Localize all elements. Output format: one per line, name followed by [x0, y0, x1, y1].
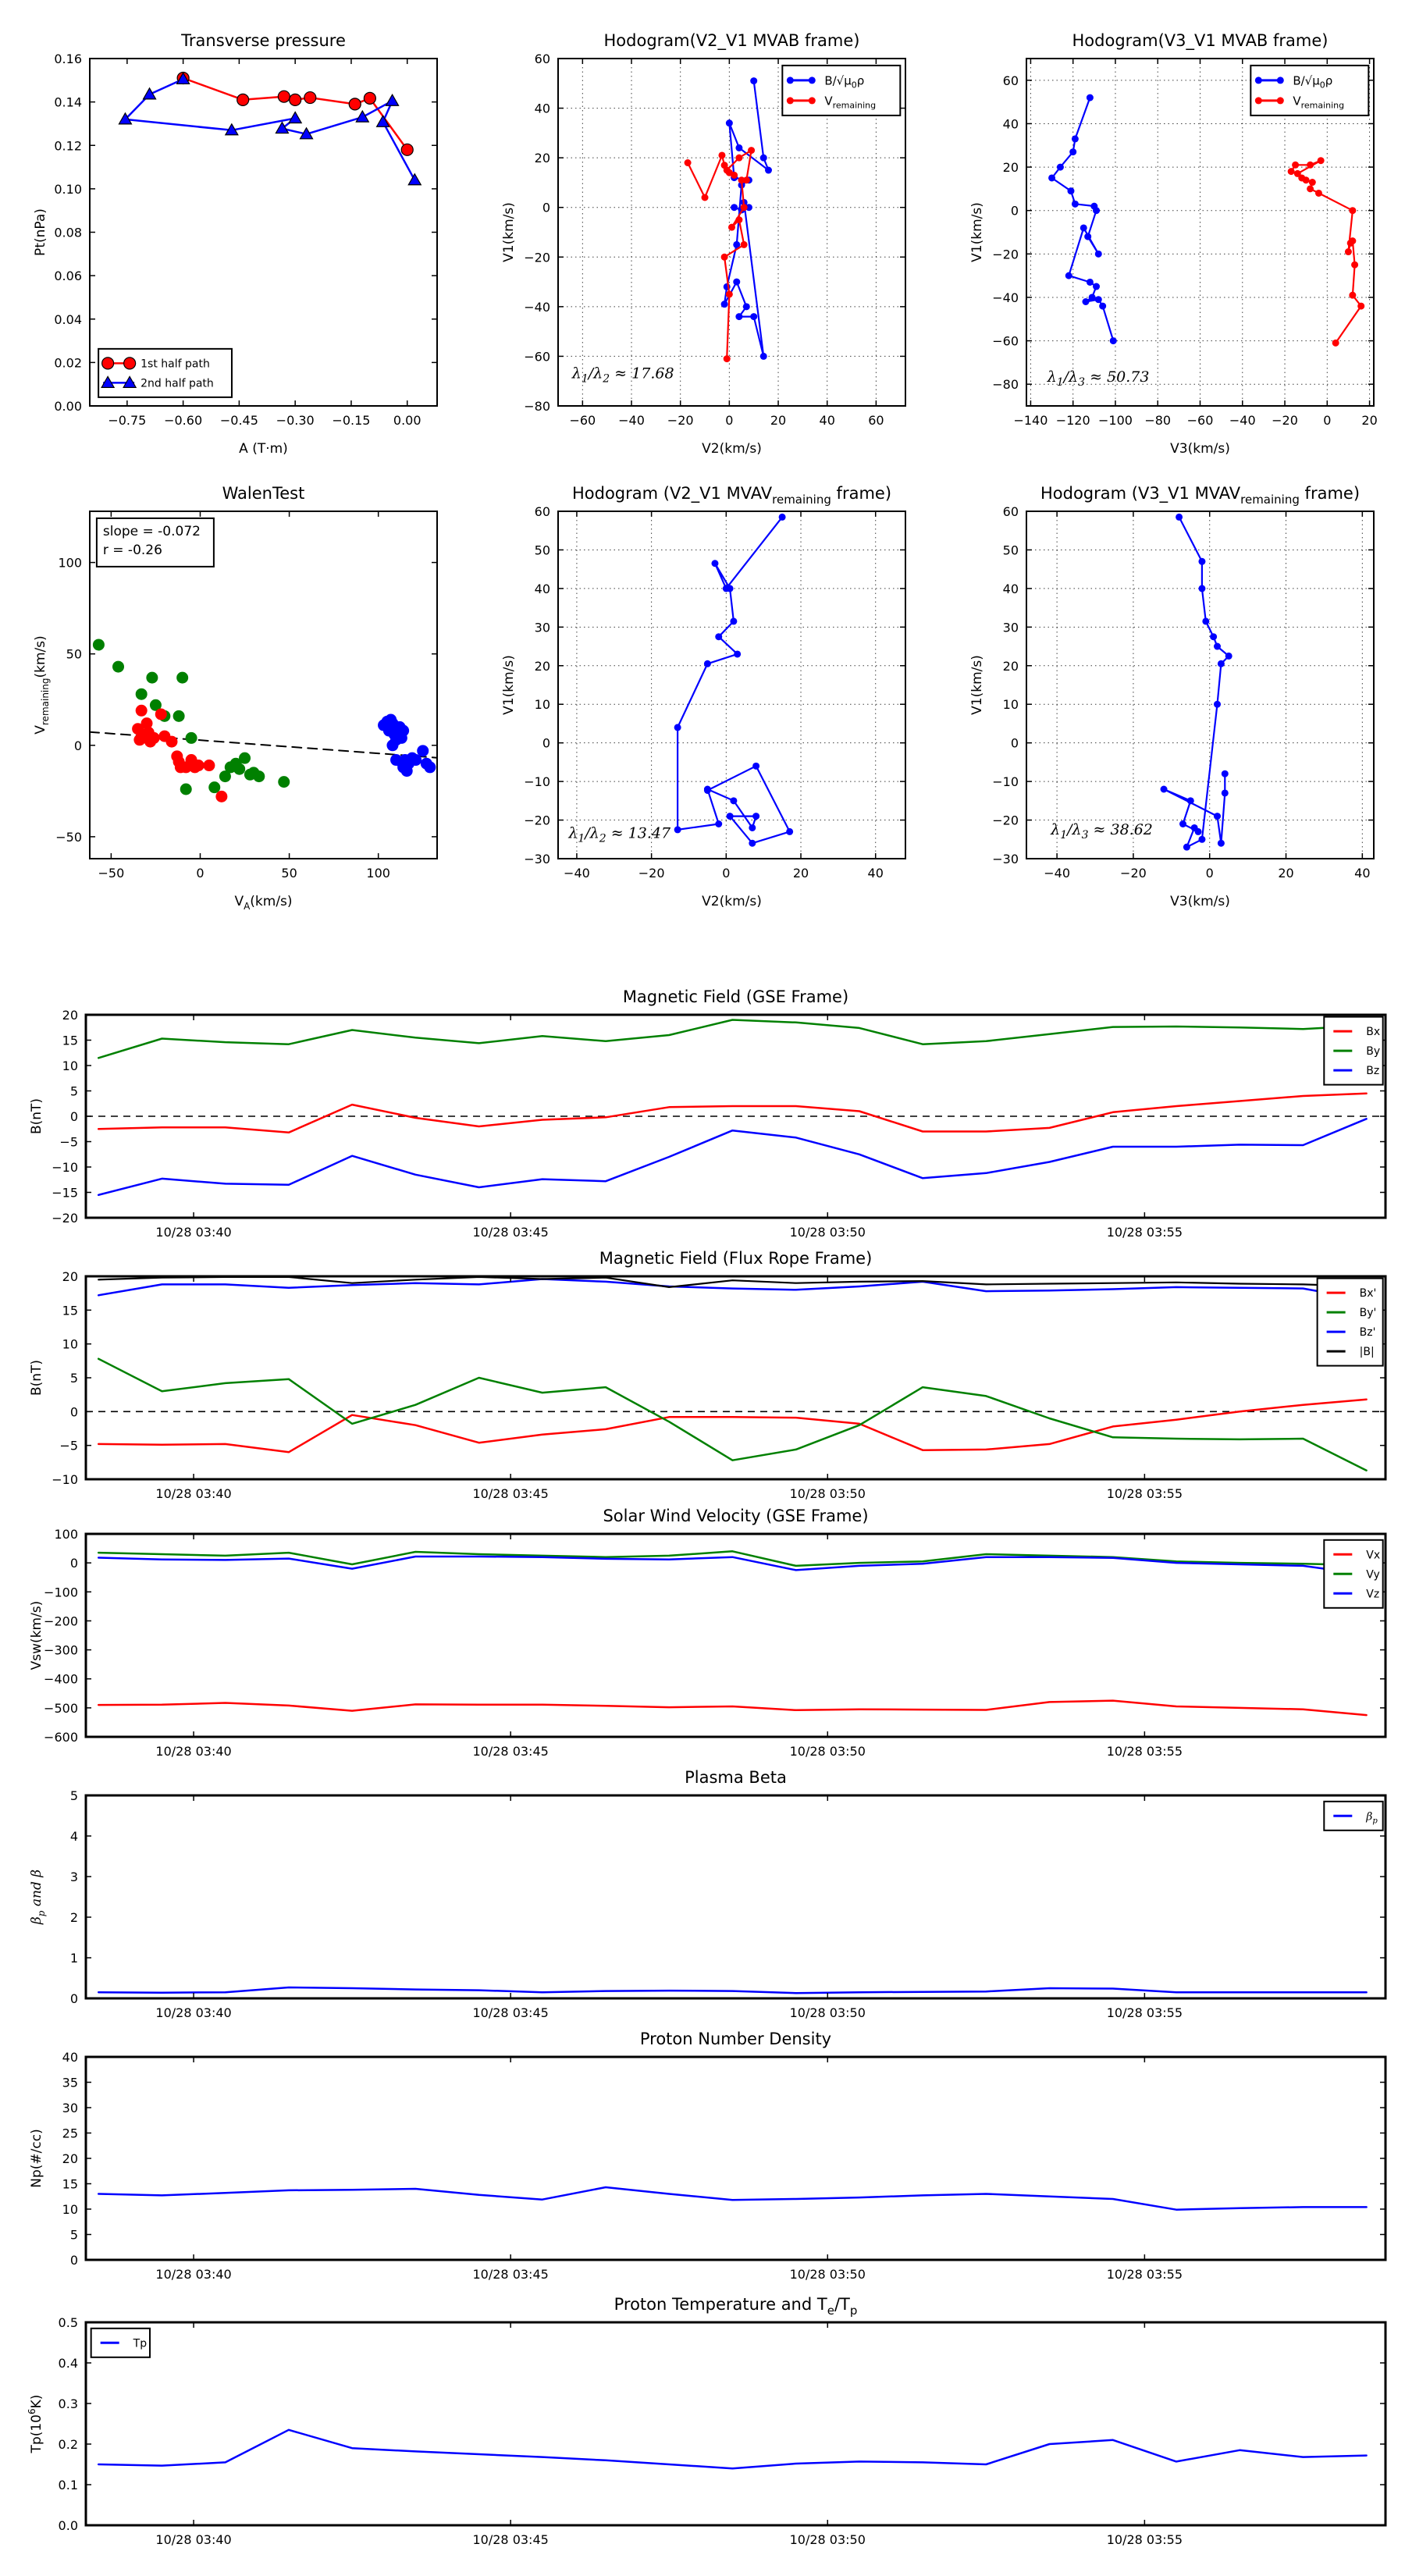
svg-text:−600: −600: [44, 1730, 78, 1745]
svg-text:50: 50: [66, 646, 82, 662]
svg-text:−50: −50: [98, 866, 125, 881]
svg-text:20: 20: [62, 2151, 78, 2166]
svg-text:15: 15: [62, 1033, 78, 1048]
svg-text:0: 0: [1323, 413, 1332, 428]
svg-text:By: By: [1366, 1045, 1381, 1059]
legend: [91, 2329, 150, 2357]
svg-text:−20: −20: [1272, 413, 1298, 428]
chart-title: Hodogram (V3_V1 $MVAV_{remaining}$ frame): [1040, 484, 1361, 507]
series-group: [98, 1020, 1366, 1195]
svg-text:10/28 03:55: 10/28 03:55: [1106, 2267, 1183, 2282]
chart-title: Solar Wind Velocity (GSE Frame): [603, 1507, 869, 1525]
svg-text:0: 0: [69, 1991, 78, 2006]
svg-text:10/28 03:55: 10/28 03:55: [1106, 1225, 1183, 1240]
chart-title: Hodogram(V3_V1 MVAB frame): [1072, 31, 1329, 50]
svg-text:30: 30: [534, 620, 550, 635]
series-bx-: [98, 1400, 1366, 1453]
x-axis-label: V3(km/s): [1170, 894, 1230, 909]
svg-text:−20: −20: [992, 247, 1019, 262]
hodogram-v3v1-mvav-svg: [952, 468, 1405, 937]
svg-text:−0.75: −0.75: [108, 413, 147, 428]
svg-text:10/28 03:45: 10/28 03:45: [472, 2267, 549, 2282]
svg-text:0.0: 0.0: [58, 2518, 78, 2533]
svg-text:1: 1: [69, 1951, 78, 1966]
svg-text:0.14: 0.14: [54, 94, 82, 110]
svg-text:30: 30: [62, 2101, 78, 2115]
series-group: [98, 2187, 1366, 2210]
svg-text:20: 20: [1002, 658, 1019, 674]
series-b-0-: [1161, 514, 1232, 851]
svg-text:−120: −120: [1055, 413, 1090, 428]
svg-text:−40: −40: [1044, 866, 1071, 881]
svg-text:−20: −20: [1120, 866, 1147, 881]
svg-text:−10: −10: [992, 774, 1019, 790]
axes-frame: [86, 2057, 1385, 2260]
svg-text:0.06: 0.06: [54, 269, 82, 284]
svg-text:5: 5: [69, 1788, 78, 1803]
chart-title: WalenTest: [222, 484, 305, 503]
svg-text:−10: −10: [52, 1472, 78, 1487]
svg-text:Vz: Vz: [1366, 1588, 1380, 1601]
annotation: $\lambda_1/\lambda_3 \approx 38.62$: [1051, 820, 1153, 842]
svg-text:−50: −50: [55, 829, 82, 845]
svg-text:−5: −5: [59, 1134, 78, 1150]
svg-text:0.00: 0.00: [393, 413, 422, 428]
svg-text:40: 40: [1354, 866, 1371, 881]
svg-text:−40: −40: [992, 290, 1019, 305]
svg-text:0.08: 0.08: [54, 225, 82, 240]
y-axis-label: V1(km/s): [969, 655, 985, 715]
chart-title: Hodogram(V2_V1 MVAB frame): [603, 31, 860, 50]
svg-text:10/28 03:40: 10/28 03:40: [155, 1225, 232, 1240]
series-group: [90, 639, 437, 802]
series-by: [98, 1020, 1366, 1059]
svg-text:slope = -0.072: slope = -0.072: [102, 523, 201, 539]
legend: [98, 349, 232, 397]
svg-text:−200: −200: [44, 1614, 78, 1629]
svg-text:60: 60: [868, 413, 884, 428]
y-axis-label: $Tp(10^6K)$: [27, 2394, 44, 2453]
series-bz: [98, 1119, 1366, 1195]
chart-hodogram-v3v1-mvav: [952, 468, 1405, 937]
axes-frame: [86, 1795, 1385, 1998]
svg-text:−60: −60: [1186, 413, 1214, 428]
svg-text:5: 5: [69, 1083, 78, 1099]
svg-text:10/28 03:45: 10/28 03:45: [472, 1486, 549, 1501]
series-group: [685, 77, 772, 362]
series-b-0-: [674, 514, 794, 847]
series-cluster-points: [378, 714, 436, 777]
svg-text:10: 10: [62, 1059, 78, 1073]
series-group: [1161, 514, 1232, 851]
svg-text:60: 60: [534, 504, 550, 519]
svg-text:−80: −80: [524, 399, 550, 414]
svg-text:30: 30: [1002, 620, 1019, 635]
series-vremaining: [685, 147, 755, 362]
series-bx: [98, 1094, 1366, 1133]
chart-title: Magnetic Field (Flux Rope Frame): [599, 1249, 873, 1268]
axes-frame: [86, 1276, 1385, 1479]
svg-text:Vy: Vy: [1366, 1568, 1380, 1582]
svg-text:−30: −30: [524, 852, 550, 866]
hodogram-v3v1-mvab-svg: [952, 16, 1405, 484]
series-vremaining: [1288, 157, 1365, 347]
x-axis-label: A (T·m): [239, 441, 288, 457]
chart-title: Transverse pressure: [181, 31, 346, 50]
ticks: [70, 1788, 1385, 2020]
svg-text:Bx': Bx': [1359, 1287, 1377, 1300]
svg-text:60: 60: [1002, 73, 1019, 88]
svg-text:0: 0: [722, 866, 731, 881]
svg-text:40: 40: [1002, 116, 1019, 132]
svg-text:5: 5: [69, 1371, 78, 1386]
legend: [1250, 66, 1368, 116]
svg-text:−15: −15: [52, 1185, 78, 1201]
series-2nd-half-path: [119, 73, 421, 184]
svg-text:−500: −500: [44, 1700, 78, 1716]
svg-text:10/28 03:50: 10/28 03:50: [789, 2267, 866, 2282]
mag-field-gse-svg: [16, 972, 1405, 1240]
y-axis-label: V1(km/s): [501, 655, 517, 715]
series-tp: [98, 2430, 1366, 2468]
svg-text:10/28 03:55: 10/28 03:55: [1106, 2532, 1183, 2547]
series--b-: [98, 1277, 1366, 1287]
x-axis-label: $V_A(km/s)$: [234, 894, 293, 912]
svg-text:−80: −80: [992, 377, 1019, 393]
x-axis-label: V2(km/s): [702, 894, 762, 909]
svg-text:0: 0: [725, 413, 734, 428]
svg-text:−60: −60: [524, 349, 550, 365]
chart-proton-temperature: [16, 2279, 1405, 2560]
chart-solar-wind-velocity: [16, 1491, 1405, 1759]
svg-text:0.4: 0.4: [58, 2356, 78, 2371]
svg-text:−60: −60: [992, 333, 1019, 349]
svg-text:10/28 03:40: 10/28 03:40: [155, 2267, 232, 2282]
svg-text:50: 50: [281, 866, 297, 881]
svg-text:Vremaining: $V_{remaining}$: [1293, 94, 1345, 111]
series-b-0-: [1048, 94, 1117, 345]
svg-text:60: 60: [534, 52, 550, 66]
svg-text:r = -0.26: r = -0.26: [102, 542, 162, 558]
chart-title: Hodogram (V2_V1 $MVAV_{remaining}$ frame): [571, 484, 892, 507]
series-by-: [98, 1359, 1366, 1471]
svg-text:−0.45: −0.45: [219, 413, 258, 428]
svg-text:−300: −300: [44, 1642, 78, 1658]
series-np: [98, 2187, 1366, 2210]
svg-text:0: 0: [1010, 203, 1019, 219]
svg-text:−5: −5: [59, 1438, 78, 1453]
svg-text:20: 20: [534, 658, 550, 674]
svg-text:10: 10: [534, 697, 550, 713]
svg-text:−80: −80: [1144, 413, 1172, 428]
svg-text:10: 10: [1002, 697, 1019, 713]
svg-text:0.04: 0.04: [54, 311, 82, 327]
svg-text:0.00: 0.00: [54, 399, 82, 414]
axes-frame: [558, 511, 905, 859]
svg-text:Bx: Bx: [1366, 1026, 1381, 1039]
series-group: [119, 73, 421, 185]
svg-text:10/28 03:40: 10/28 03:40: [155, 1486, 232, 1501]
svg-text:−20: −20: [524, 813, 550, 828]
y-axis-label: Pt(nPa): [33, 208, 48, 256]
y-axis-label: B(nT): [29, 1359, 44, 1397]
svg-text:0: 0: [196, 866, 205, 881]
y-axis-label: Np(#/cc): [29, 2129, 44, 2188]
svg-text:100: 100: [58, 555, 82, 571]
x-axis-label: V2(km/s): [702, 441, 762, 457]
svg-text:10: 10: [62, 1336, 78, 1352]
svg-text:10/28 03:40: 10/28 03:40: [155, 1744, 232, 1759]
svg-text:10/28 03:45: 10/28 03:45: [472, 2532, 549, 2547]
svg-text:10/28 03:50: 10/28 03:50: [789, 2005, 866, 2020]
svg-text:10: 10: [62, 2202, 78, 2217]
svg-text:40: 40: [819, 413, 835, 428]
svg-text:40: 40: [867, 866, 884, 881]
annotation: $\lambda_1/\lambda_3 \approx 50.73$: [1047, 368, 1150, 390]
plasma-beta-svg: [16, 1752, 1405, 2020]
svg-text:0: 0: [69, 2253, 78, 2268]
chart-transverse-pressure: [16, 16, 468, 484]
svg-text:0.5: 0.5: [58, 2315, 78, 2330]
svg-text:−100: −100: [1097, 413, 1133, 428]
chart-walen-test: [16, 468, 468, 937]
legend: [782, 66, 900, 116]
svg-text:−20: −20: [992, 813, 1019, 828]
svg-text:−140: −140: [1013, 413, 1048, 428]
svg-text:0: 0: [73, 738, 82, 753]
series-group: [98, 1277, 1366, 1471]
svg-text:−10: −10: [52, 1160, 78, 1175]
svg-text:40: 40: [534, 101, 550, 116]
svg-text:10/28 03:45: 10/28 03:45: [472, 2005, 549, 2020]
chart-title: Proton Number Density: [639, 2030, 832, 2048]
svg-text:1st half path: 1st half path: [140, 358, 210, 371]
series--p: [98, 1987, 1366, 1993]
chart-hodogram-v2v1-mvav: [484, 468, 937, 937]
svg-text:20: 20: [770, 413, 787, 428]
svg-text:10/28 03:55: 10/28 03:55: [1106, 2005, 1183, 2020]
chart-magnetic-field-flux-rope: [16, 1233, 1405, 1501]
grid: [558, 511, 905, 859]
svg-text:−20: −20: [667, 413, 694, 428]
svg-text:2nd half path: 2nd half path: [140, 377, 214, 390]
x-axis-label: V3(km/s): [1170, 441, 1230, 457]
svg-text:−30: −30: [992, 852, 1019, 866]
svg-text:0.10: 0.10: [54, 181, 82, 197]
svg-text:10/28 03:55: 10/28 03:55: [1106, 1486, 1183, 1501]
svg-text:50: 50: [534, 543, 550, 558]
legend: [1324, 1017, 1382, 1085]
svg-text:10/28 03:40: 10/28 03:40: [155, 2005, 232, 2020]
svg-text:50: 50: [1002, 543, 1019, 558]
svg-text:15: 15: [62, 2176, 78, 2192]
y-axis-label: B(nT): [29, 1098, 44, 1135]
svg-text:Bz: Bz: [1366, 1065, 1380, 1078]
svg-text:25: 25: [62, 2126, 78, 2141]
svg-text:−0.30: −0.30: [276, 413, 315, 428]
svg-text:0.3: 0.3: [58, 2396, 78, 2411]
svg-text:100: 100: [366, 866, 390, 881]
mag-field-flux-rope-svg: [16, 1233, 1405, 1501]
svg-text:−20: −20: [524, 250, 550, 265]
svg-text:−60: −60: [569, 413, 596, 428]
svg-text:B/√μ0ρ: $B/√\mu_0\rho$: [824, 73, 865, 91]
transverse-pressure-svg: [16, 16, 468, 484]
series-vx: [98, 1701, 1366, 1716]
proton-number-density-svg: [16, 2014, 1405, 2282]
svg-text:0: 0: [69, 1404, 78, 1420]
y-axis-label: V1(km/s): [969, 202, 985, 262]
svg-text:Bz': Bz': [1359, 1326, 1376, 1340]
svg-text:−400: −400: [44, 1671, 78, 1687]
ticks: [52, 1269, 1385, 1501]
chart-magnetic-field-gse: [16, 972, 1405, 1240]
svg-text:10/28 03:50: 10/28 03:50: [789, 1486, 866, 1501]
svg-text:20: 20: [1361, 413, 1378, 428]
svg-text:10/28 03:40: 10/28 03:40: [155, 2532, 232, 2547]
legend: [1324, 1802, 1382, 1831]
svg-text:−40: −40: [524, 299, 550, 315]
svg-text:40: 40: [62, 2050, 78, 2065]
svg-text:B/√μ0ρ: $B/√\mu_0\rho$: [1293, 73, 1333, 91]
svg-text:20: 20: [62, 1269, 78, 1284]
svg-text:10/28 03:55: 10/28 03:55: [1106, 1744, 1183, 1759]
series-group: [98, 2430, 1366, 2468]
svg-text:Vx: Vx: [1366, 1549, 1381, 1562]
chart-hodogram-v2v1-mvab: [484, 16, 937, 484]
svg-text:4: 4: [69, 1829, 78, 1844]
axes-frame: [86, 2322, 1385, 2525]
svg-text:−10: −10: [524, 774, 550, 790]
svg-text:0.02: 0.02: [54, 355, 82, 371]
y-axis-label: $\beta_p$ and β: [29, 1869, 47, 1925]
proton-temperature-svg: [16, 2279, 1405, 2560]
legend: [1324, 1540, 1382, 1608]
svg-text:−40: −40: [618, 413, 645, 428]
svg-text:0: 0: [542, 200, 550, 215]
svg-text:20: 20: [1002, 160, 1019, 176]
svg-text:0: 0: [69, 1109, 78, 1124]
svg-text:20: 20: [792, 866, 809, 881]
svg-text:60: 60: [1002, 504, 1019, 519]
svg-text:−100: −100: [44, 1585, 78, 1600]
walen-test-svg: [16, 468, 468, 937]
svg-text:0: 0: [69, 1556, 78, 1571]
svg-text:3: 3: [69, 1870, 78, 1884]
chart-proton-number-density: [16, 2014, 1405, 2282]
svg-text:100: 100: [54, 1527, 78, 1542]
svg-text:−0.60: −0.60: [164, 413, 203, 428]
ticks: [62, 2050, 1385, 2282]
chart-hodogram-v3v1-mvab: [952, 16, 1405, 484]
y-axis-label: Vsw(km/s): [29, 1600, 44, 1670]
svg-text:10/28 03:50: 10/28 03:50: [789, 2532, 866, 2547]
svg-text:10/28 03:50: 10/28 03:50: [789, 1744, 866, 1759]
chart-title: Proton Temperature and $T_e/T_p$: [614, 2295, 858, 2318]
svg-text:40: 40: [1002, 581, 1019, 596]
chart-plasma-beta: [16, 1752, 1405, 2020]
svg-text:10/28 03:50: 10/28 03:50: [789, 1225, 866, 1240]
hodogram-v2v1-mvab-svg: [484, 16, 937, 484]
svg-text:15: 15: [62, 1303, 78, 1318]
svg-text:0.16: 0.16: [54, 52, 82, 66]
hodogram-v2v1-mvav-svg: [484, 468, 937, 937]
svg-text:0: 0: [542, 735, 550, 751]
svg-text:35: 35: [62, 2075, 78, 2090]
ticks: [59, 2315, 1385, 2547]
svg-text:−20: −20: [638, 866, 665, 881]
svg-text:βp: $\beta_p$: [1366, 1810, 1378, 1826]
y-axis-label: $V_{remaining}(km/s)$: [33, 635, 51, 735]
svg-text:|B|: |B|: [1359, 1346, 1375, 1359]
solar-wind-velocity-svg: [16, 1491, 1405, 1759]
series-group: [98, 1987, 1366, 1993]
legend: [1318, 1279, 1383, 1366]
annotation: $\lambda_1/\lambda_2 \approx 13.47$: [568, 824, 671, 845]
svg-text:0.12: 0.12: [54, 138, 82, 154]
svg-text:10/28 03:45: 10/28 03:45: [472, 1225, 549, 1240]
series-group: [1048, 94, 1364, 347]
svg-text:By': By': [1359, 1307, 1377, 1320]
svg-text:Vremaining: $V_{remaining}$: [824, 94, 877, 111]
svg-text:−0.15: −0.15: [332, 413, 371, 428]
chart-title: Plasma Beta: [685, 1768, 787, 1787]
annotation: $\lambda_1/\lambda_2 \approx 17.68$: [571, 365, 674, 386]
series-group: [674, 514, 794, 847]
y-axis-label: V1(km/s): [501, 202, 517, 262]
svg-text:2: 2: [69, 1910, 78, 1925]
svg-text:20: 20: [1278, 866, 1294, 881]
svg-text:10/28 03:45: 10/28 03:45: [472, 1744, 549, 1759]
svg-text:Tp: Tp: [133, 2337, 148, 2350]
series-group: [98, 1551, 1366, 1715]
stats-textbox: [97, 518, 214, 567]
chart-title: Magnetic Field (GSE Frame): [622, 987, 849, 1006]
svg-text:0.2: 0.2: [58, 2437, 78, 2452]
svg-text:40: 40: [534, 581, 550, 596]
svg-text:5: 5: [69, 2227, 78, 2243]
series-vz: [98, 1557, 1366, 1574]
svg-text:0.1: 0.1: [58, 2478, 78, 2492]
svg-text:0: 0: [1010, 735, 1019, 751]
svg-text:20: 20: [534, 151, 550, 166]
svg-text:20: 20: [62, 1008, 78, 1023]
svg-text:0: 0: [1205, 866, 1214, 881]
svg-text:−40: −40: [1229, 413, 1256, 428]
svg-text:−20: −20: [52, 1211, 78, 1226]
svg-text:−40: −40: [564, 866, 590, 881]
